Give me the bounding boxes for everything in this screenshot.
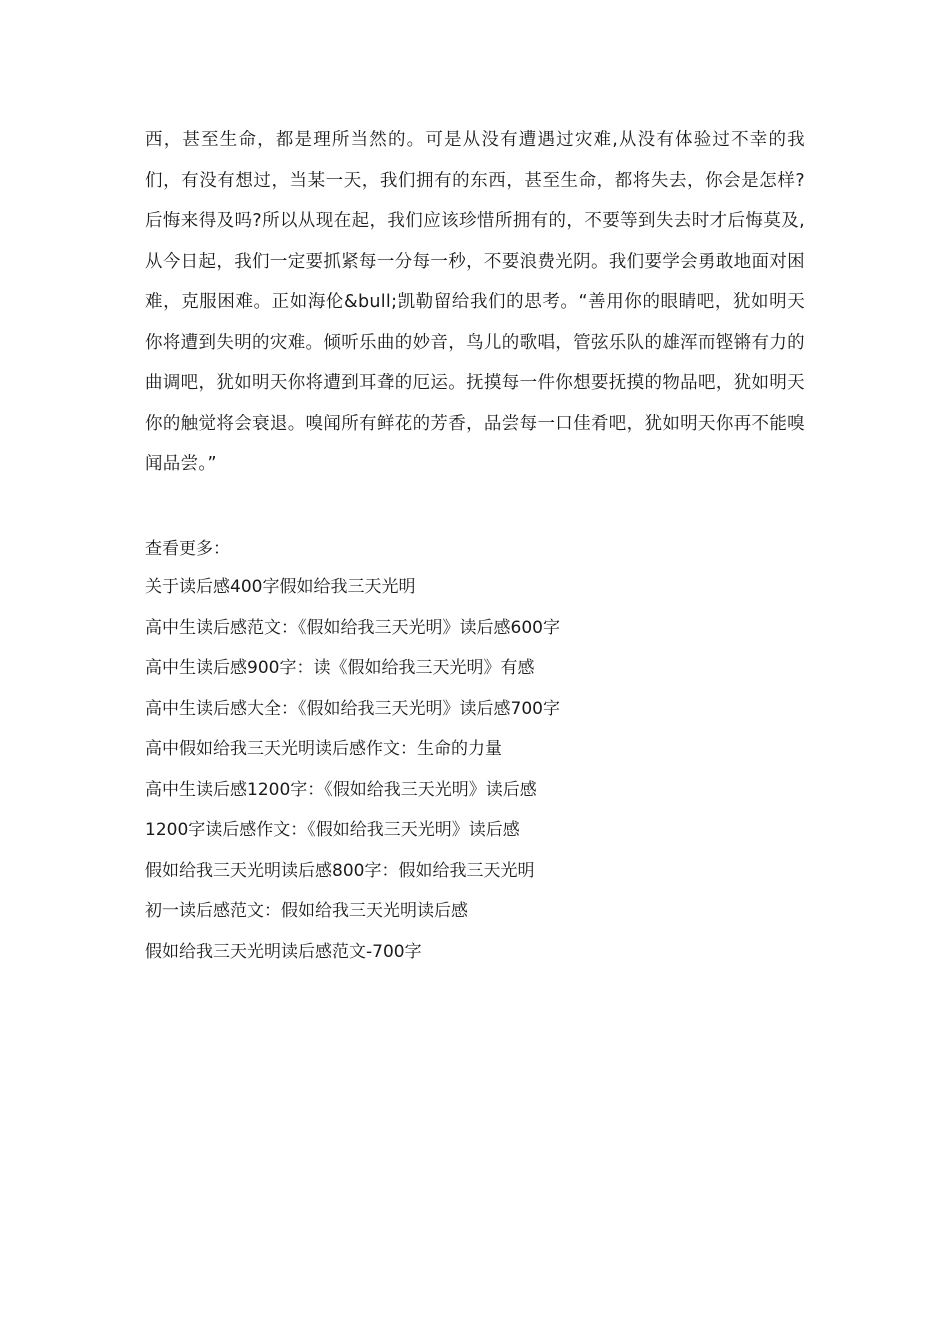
related-link[interactable]: 关于读后感400字假如给我三天光明: [145, 577, 416, 597]
see-more-heading: 查看更多：: [145, 539, 230, 559]
related-link-item: [145, 695, 805, 723]
related-link-item: [145, 735, 805, 763]
related-link[interactable]: 高中生读后感大全：《假如给我三天光明》读后感700字: [145, 698, 560, 719]
related-link[interactable]: 假如给我三天光明读后感800字：假如给我三天光明: [145, 860, 535, 881]
related-link-item: [145, 857, 805, 885]
related-link[interactable]: 高中假如给我三天光明读后感作文：生命的力量: [145, 739, 502, 759]
related-link[interactable]: 假如给我三天光明读后感范文-700字: [145, 941, 422, 962]
related-link-item: [145, 654, 805, 682]
article-paragraph: 西，甚至生命，都是理所当然的。可是从没有遭遇过灾难,从没有体验过不幸的我们，有没有想过，当某一天，我们拥有的东西，甚至生命，都将失去，你会是怎样?后悔来得及吗?所以从现在起，我们应该珍惜所拥有的，不要等到失去时才后悔莫及, 从今日起，我们一定要抓紧每一分每一秒，不要浪费光阴。我们要学会勇敢地面对困难，克服困难。正如海伦&bull;凯勒留给我们的思考。“善用你的眼睛吧，犹如明天你将遭到失明的灾难。倾听乐曲的妙音，鸟儿的歌唱，管弦乐队的雄浑而铿锵有力的曲调吧，犹如明天你将遭到耳聋的厄运。抚摸每一件你想要抚摸的物品吧，犹如明天你的触觉将会衰退。嗅闻所有鲜花的芳香，品尝每一口佳肴吧，犹如明天你再不能嗅闻品尝。”: [145, 130, 805, 474]
related-link[interactable]: 高中生读后感900字：读《假如给我三天光明》有感: [145, 658, 535, 678]
related-link[interactable]: 初一读后感范文：假如给我三天光明读后感: [145, 901, 468, 921]
related-link-item: [145, 573, 805, 601]
related-link[interactable]: 高中生读后感范文：《假如给我三天光明》读后感600字: [145, 617, 560, 638]
related-link[interactable]: 高中生读后感1200字：《假如给我三天光明》读后感: [145, 779, 537, 800]
related-link-item: [145, 938, 805, 966]
related-link-item: [145, 776, 805, 804]
related-link-item: [145, 897, 805, 925]
related-link[interactable]: 1200字读后感作文：《假如给我三天光明》读后感: [145, 820, 520, 840]
related-link-item: [145, 614, 805, 642]
related-links-list: [145, 573, 805, 978]
related-link-item: [145, 816, 805, 844]
